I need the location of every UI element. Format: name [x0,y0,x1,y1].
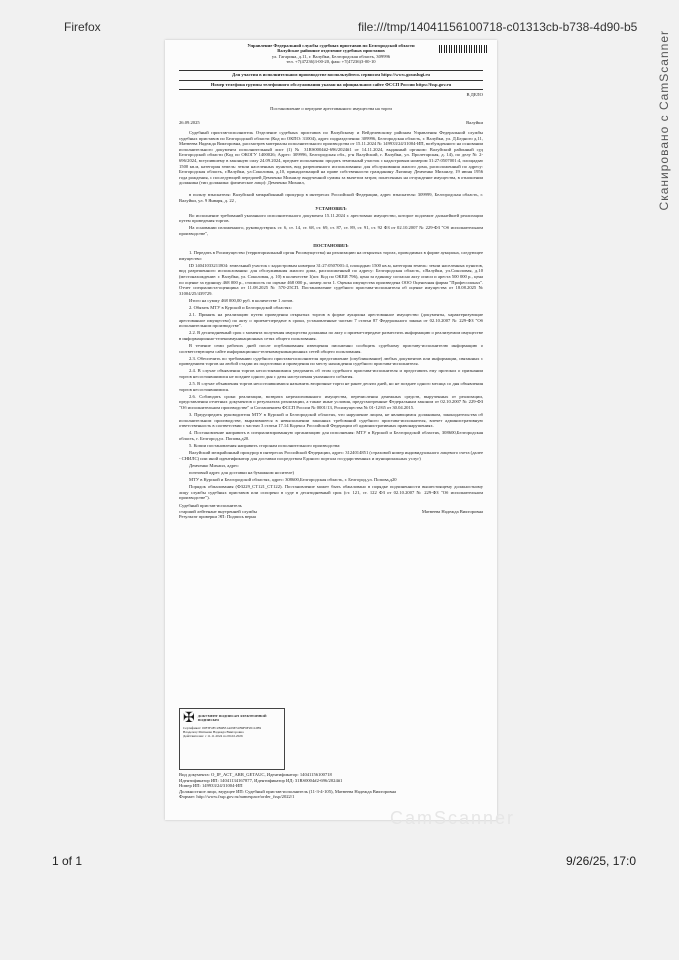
date-line [179,120,483,126]
stamp-title: ДОКУМЕНТ ПОДПИСАН ЭЛЕКТРОННОЙ ПОДПИСЬЮ [197,714,267,723]
meta-line: Вид документа: O_IP_ACT_ARR_GETAUC, Идентификатор: 14041156100718 [179,772,332,777]
e-signature-stamp [179,708,285,770]
resolution-item: Итого на сумму 468 000,00 руб. в количестве 1 лотов. [189,297,294,303]
meta-line: Идентификатор ИП: 14041134167877, Идентификатор ИД: 31RS0004#2-696/2024#1 [179,777,343,783]
document-date: 26.09.2025 [179,120,200,125]
page-count: 1 of 1 [52,854,83,868]
document-metadata [179,772,483,800]
ref-mark: В ДЕЛО [466,92,483,97]
resolution-item: 2.1. Принять на реализацию путем проведения открытых торгов в форме аукциона арестованное имущество (документы, характеризующие арестованное имущество) по акту о приеме-передаче в сроки, установленные частью 7 статьи 87 Федерального закона от 02.10.2007 № 229-ФЗ "Об исполнительном производстве". [179,312,483,329]
agency-name: Управление Федеральной службы судебных приставов по Белгородской области [247,43,415,48]
agency-header [185,43,477,64]
resolution-item: Порядок обжалования (Ф3229_СТ121_СТ122). Постановление может быть обжаловано в порядке подчиненности вышестоящему должностному лицу службы судебных приставов или оспорено в суде в десятидневный срок (ст. 121, ст. 122 ФЗ от 02.10.2007 № 229-ФЗ "Об исполнительном производстве"). [179,484,483,501]
signer-name: Матвеева Надежда Викторовна [421,508,483,514]
resolution-item: В течение семи рабочих дней после опубликования извещения письменно сообщить судебному приставу-исполнителю информацию о соответствующем сайте информационно-телекоммуникационных сетей общего пользования. [179,343,483,354]
resolution-item: Демченко Михаил, адрес: [189,462,240,468]
agency-address: ул. Гагарина, д.11, г. Валуйки, Белгородская область, 309996 [271,53,391,59]
meta-line: Формат: http://www.fssp.gov.ru/namespace/order_fssp/2022/1 [179,794,295,800]
document-page [165,40,497,820]
divider [179,80,483,81]
basis-paragraph: На основании изложенного, руководствуясь ст. 6, ст. 14, ст. 68, ст. 69, ст. 87, ст. 89, ст. 91, ст. 92 ФЗ от 02.10.2007 № 229-ФЗ "Об исполнительном производстве", [179,225,483,236]
document-city: Валуйки [466,120,483,125]
resolution-item: 4. Постановление направить в специализированную организацию для исполнения: МТУ в Курской и Белгородской областях, 308600,Белгородская область, г. Белгород,ул. Попова,д20. [179,430,483,441]
creditor-paragraph: в пользу взыскателя: Валуйский межрайонный прокурор в интересах Российской Федерации, адрес взыскателя: 309999, Белгородская область, г. Валуйки, ул. 9 Января, д. 22 , [179,191,483,203]
notice-phone: Номер телефона группы телефонного обслуживания указан на официальном сайте ФССП России https://fssp.gov.ru [210,82,452,87]
signature-verified: Результат проверки ЭП: Подпись верна [179,514,256,520]
resolution-item: Валуйский межрайонный прокурор в интересах Российской Федерации, адрес: 3124014851 (страховой номер индивидуального лицевого счета (далее - СНИЛС) или иной идентификатор для доставки посредством Единого портала государственных и муниципальных услуг) [179,450,483,461]
notice-gosuslugi: Для участия в исполнительном производстве воспользуйтесь сервисом https://www.gosuslugi.ru [232,72,430,77]
meta-line: Номер ИП: 149933/24/31004-ИП [179,783,243,789]
document-body [179,130,483,520]
print-date: 9/26/25, 17:0 [566,854,637,868]
resolution-item: МТУ в Курской и Белгородской областях, адрес: 308600,Белгородская область, г. Белгород,ул. Попова,д20 [189,477,397,483]
resolution-item: ID 14041033211804: земельный участок с кадастровым номером 31:27:0507001:4, площадью 1500 кв.м, категория земель: земли населенных пунктов, вид разрешенного использования: для обслуживания жилого дома, расположенный по адресу: Белгородская область, г.Валуйки, ул.Соколовая, д.10 (местонахождение: г. Валуйки, ул. Соколовая, д. 10) в количестве 1(шт. Код по ОКЕИ 796), цена за единицу согласно акту описи и ареста 500 000 р., цена по оценке за единицу 468 000 р., стоимость по оценке 468 000 р., номер лота 1. Оценка имущества произведена ООО Оценочная фирма "Профессионал". Отчет специалиста-оценщика от 11.08.2025 № 570-25СП. Постановление судебного пристава-исполнителя об оценке имущества от 18.08.2025 № 31004/25/439729. [179,262,483,296]
signer-block [179,503,483,520]
signer-role: Судебный пристав-исполнитель [179,502,242,508]
document-title: Постановление о передаче арестованного имущества на торги [270,106,392,111]
department-name: Валуйское районное отделение судебных приставов [277,48,385,54]
browser-header [0,18,679,38]
resolution-item: 2.2. В десятидневный срок с момента получения имущества должника по акту о приеме-передаче разместить информацию о реализуемом имуществе в информационно-телекоммуникационных сетях общего пользования. [179,330,483,341]
established-heading: УСТАНОВИЛ: [315,206,347,212]
emblem-icon: ✠ [183,711,195,726]
stamp-line: Действителен: с 11.11.2024 по 06.02.2026 [183,734,243,739]
resolution-item: 1. Передать в Росимущество (территориальный орган Росимущества) на реализацию на открытых торгах, проводимых в форме аукциона, следующее имущество: [179,250,483,261]
intro-paragraph: Судебный пристав-исполнитель Отделение судебных приставов по Валуйскому и Вейделевскому районам Управления Федеральной службы судебных приставов по Белгородской области (Код по ОКПО: 31004), адрес подразделения: 309996, Белгородская область, г. Валуйки, ул. Д.Бедного д.11, Матвеева Надежда Викторовна, рассмотрев материалы исполнительного производства от 15.11.2024 № 149933/24/31004-ИП, возбужденного на основании исполнительного документа исполнительный лист (1) № 31RS0004#2-696/2024#1 от 14.11.2024, выданный органом: Валуйский районный суд Белгородской области (Код по ОКОГУ 1400026; Адрес: 309996, Белгородская обл., р-н Валуйский, г. Валуйки, ул. Пролетарская, д. 14), по делу № 2-696/2024, вступившему в законную силу 24.09.2024, предмет исполнения: продать земельный участок с кадастровым номером 31:27:0507001:4, площадью 1500 кв.м, категория земель: земли населенных пунктов, вид разрешенного использования: для обслуживания жилого дома, расположенный по адресу: Белгородская область, г.Валуйки, ул.Соколовая, д.10, принадлежащий на праве собственности гражданину Лягиину Демченко Михаилу, 19 июня 1956 года рождения, с последующей передачей Демченко Михаилу вырученной суммы за вычетом затрат, понесенных на отчуждение имущества, в отношении должника (тип должника: физическое лицо): Демченко Михаил, [179,130,483,186]
meta-line: Должностное лицо, ведущее ИП: Судебный пристав-исполнитель (11-3-4-105), Матвеева Надежда Викторовна [179,788,396,794]
resolution-item: 2.3. Обеспечить по требованию судебного пристава-исполнителя представление (опубликование) любых документов или информации, связанных с проведением торгов на любой стадии их подготовки и проведения по месту нахождения судебного пристава-исполнителя. [179,355,483,367]
resolved-heading: ПОСТАНОВИЛ: [313,242,349,248]
resolution-item: почтовый адрес для доставки на бумажном носителе) [189,469,294,475]
resolution-item: 5. Копии постановления направить сторонам исполнительного производства: [189,443,341,449]
stamp-content [183,712,281,739]
resolution-item: 2.4. В случае объявления торгов несостоявшимися уведомить об этом судебного пристава-исполнителя и представить ему протокол о признании торгов несостоявшимися не позднее одного дня с даты наступления указанного события. [179,368,483,380]
resolution-items [179,250,483,501]
signer-rank: старший лейтенант внутренней службы [179,508,257,514]
resolution-item: 2.6. Соблюдать сроки реализации, возврата нереализованного имущества, перечисления денежных средств, вырученных от реализации, представления отчетных документов о результатах реализации, а также иные условия, предусмотренные Федеральным законом от 02.10.2007 № 229-ФЗ "Об исполнительном производстве" и Соглашением ФССП России № 0001/13, Росимущества № 01-12/65 от 30.04.2015. [179,393,483,411]
resolution-item: 2.5. В случае объявления торгов несостоявшимися назначить вторичные торги не ранее десяти дней, но не позднее одного месяца со дня объявления торгов несостоявшимися. [179,381,483,392]
agency-phones: тел. +7(47236)3-00-20, факс +7(47236)3-00-10 [286,58,376,64]
file-url: file:///tmp/14041156100718-c01313cb-b738-4d90-b5 [358,20,638,34]
camscanner-watermark: CamScanner [390,808,516,828]
browser-name: Firefox [64,20,101,34]
divider [179,89,483,90]
established-paragraph: Во исполнение требований указанного исполнительного документа 15.11.2024 г. арестовано имущество, которое подлежит дальнейшей реализации путем проведения торгов. [179,212,483,224]
scanner-watermark: Сканировано с CamScanner [657,30,671,211]
resolution-item: 3. Предупредить руководителя МТУ в Курской и Белгородской областях, что нарушение лицом, не являющимся должником, законодательства об исполнительном производстве, выразившееся в невыполнении законных требований судебного пристава-исполнителя, влечет административную ответственность в соответствии с частью 3 статьи 17.14 Кодекса Российской Федерации об административных правонарушениях. [179,412,483,429]
stamp-line: Сертификат: 00F3F4FC2B4B31A09E51B9F6F20112B9 [183,726,262,730]
stamp-line: Владелец: Матвеева Надежда Викторовна [183,730,244,735]
resolution-item: 2. Обязать МТУ в Курской и Белгородской областях: [189,305,292,311]
divider [179,70,483,71]
